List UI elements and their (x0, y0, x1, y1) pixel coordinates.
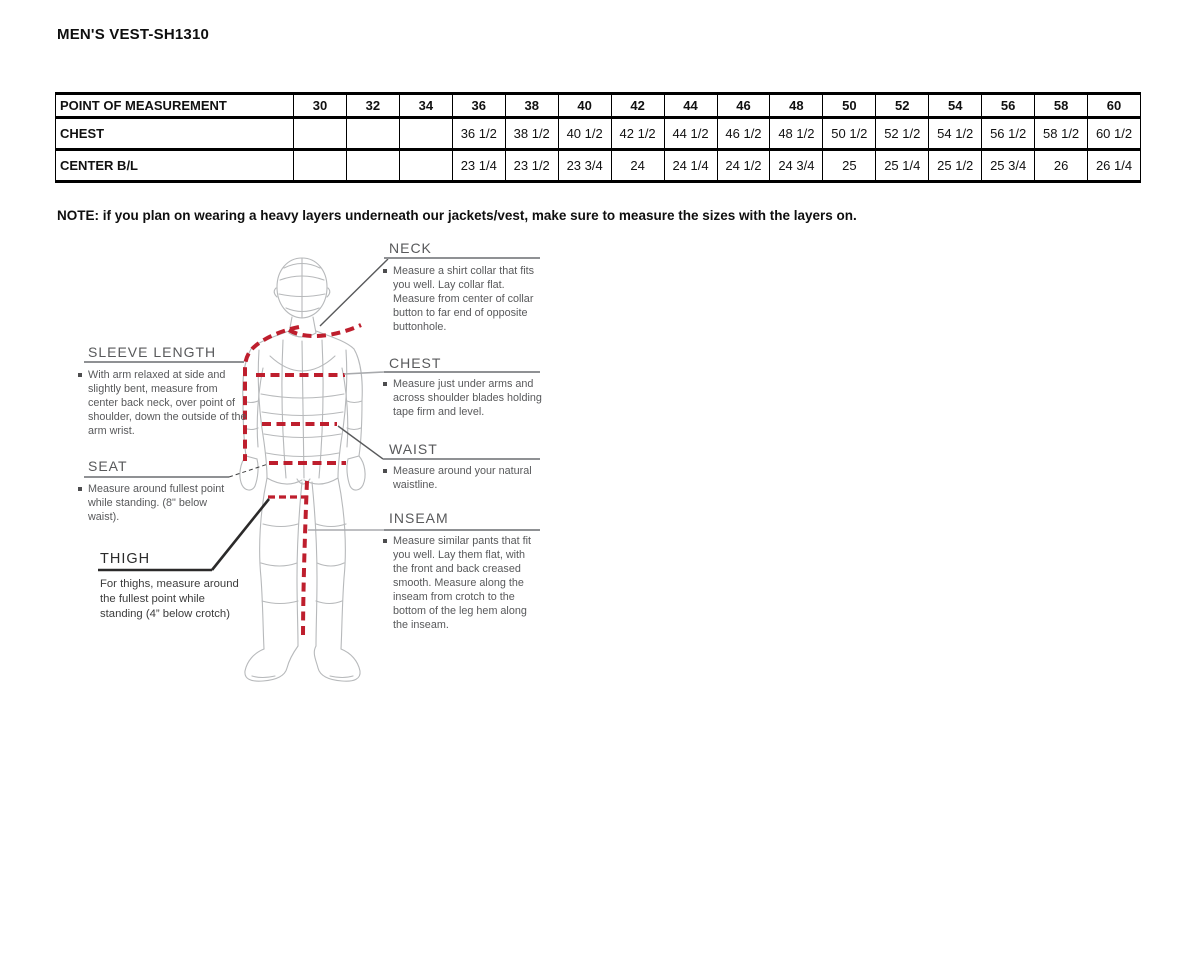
chest-description-text: Measure just under arms and across shoulder blades holding tape firm and level. (393, 378, 542, 418)
inseam-section-description (383, 534, 543, 632)
figure-wireframe (240, 258, 365, 681)
size-column-header: 36 (452, 94, 505, 118)
seat-section-title: SEAT (88, 458, 128, 474)
size-column-header: 48 (770, 94, 823, 118)
size-value-cell: 44 1/2 (664, 118, 717, 150)
size-value-cell: 25 (823, 150, 876, 182)
page-title: MEN'S VEST-SH1310 (57, 26, 210, 43)
size-value-cell (294, 118, 347, 150)
point-of-measurement-header: POINT OF MEASUREMENT (56, 94, 294, 118)
bullet-icon (383, 469, 387, 473)
waist-pointer-line (338, 426, 383, 459)
chest-pointer-line (344, 372, 384, 374)
size-column-header: 42 (611, 94, 664, 118)
size-value-cell: 23 1/2 (505, 150, 558, 182)
sleeve-length-section-title: SLEEVE LENGTH (88, 344, 217, 360)
size-value-cell (399, 150, 452, 182)
inseam-description-text: Measure similar pants that fit you well. Lay them flat, with the front and back creased smooth. Measure along the inseam from crotch to the bottom of the leg hem along the inseam. (393, 535, 532, 631)
bullet-icon (383, 269, 387, 273)
size-value-cell: 54 1/2 (929, 118, 982, 150)
size-value-cell: 40 1/2 (558, 118, 611, 150)
size-value-cell: 26 1/4 (1088, 150, 1141, 182)
size-value-cell (346, 118, 399, 150)
size-column-header: 58 (1035, 94, 1088, 118)
thigh-section-description (100, 577, 250, 622)
size-column-header: 46 (717, 94, 770, 118)
size-value-cell (346, 150, 399, 182)
size-value-cell (399, 118, 452, 150)
size-value-cell: 46 1/2 (717, 118, 770, 150)
table-row (56, 150, 1141, 182)
size-value-cell: 52 1/2 (876, 118, 929, 150)
size-table-header-row (56, 94, 1141, 118)
size-column-header: 60 (1088, 94, 1141, 118)
size-value-cell: 23 3/4 (558, 150, 611, 182)
chest-section-description (383, 377, 545, 419)
size-value-cell (294, 150, 347, 182)
size-column-header: 56 (982, 94, 1035, 118)
inseam-section-title: INSEAM (389, 510, 449, 526)
size-value-cell: 60 1/2 (1088, 118, 1141, 150)
neck-pointer-line (320, 259, 388, 326)
neck-section-description (383, 264, 541, 334)
size-value-cell: 56 1/2 (982, 118, 1035, 150)
size-value-cell: 24 3/4 (770, 150, 823, 182)
bullet-icon (78, 373, 82, 377)
sleeve-measure-line (245, 327, 299, 461)
waist-section-description (383, 464, 543, 492)
size-value-cell: 25 1/4 (876, 150, 929, 182)
size-value-cell: 24 1/4 (664, 150, 717, 182)
size-column-header: 32 (346, 94, 399, 118)
size-value-cell: 42 1/2 (611, 118, 664, 150)
bullet-icon (383, 539, 387, 543)
neck-section-title: NECK (389, 240, 432, 256)
note-text: NOTE: if you plan on wearing a heavy layers underneath our jackets/vest, make sure to measure the sizes with the layers on. (57, 208, 857, 223)
size-column-header: 40 (558, 94, 611, 118)
size-value-cell: 36 1/2 (452, 118, 505, 150)
size-value-cell: 23 1/4 (452, 150, 505, 182)
seat-description-text: Measure around fullest point while standing. (8" below waist). (88, 483, 225, 523)
size-column-header: 50 (823, 94, 876, 118)
size-column-header: 30 (294, 94, 347, 118)
thigh-section-title: THIGH (100, 551, 151, 567)
waist-section-title: WAIST (389, 441, 438, 457)
waist-description-text: Measure around your natural waistline. (393, 465, 532, 491)
size-table-container (55, 92, 1141, 183)
seat-section-description (78, 482, 228, 524)
thigh-description-text: For thighs, measure around the fullest point while standing (4” below crotch) (100, 578, 239, 620)
size-value-cell: 24 (611, 150, 664, 182)
size-column-header: 34 (399, 94, 452, 118)
size-table (55, 92, 1141, 183)
size-value-cell: 25 1/2 (929, 150, 982, 182)
size-value-cell: 25 3/4 (982, 150, 1035, 182)
size-column-header: 54 (929, 94, 982, 118)
row-label: CHEST (56, 118, 294, 150)
sleeve-length-section-description (78, 368, 250, 438)
chest-section-title: CHEST (389, 355, 442, 371)
neck-description-text: Measure a shirt collar that fits you well. Lay collar flat. Measure from center of collar button to far end of opposite buttonhole. (393, 265, 535, 333)
bullet-icon (78, 487, 82, 491)
neck-measure-line (289, 325, 361, 336)
seat-pointer-line (229, 464, 268, 477)
size-value-cell: 26 (1035, 150, 1088, 182)
size-column-header: 44 (664, 94, 717, 118)
inseam-measure-line (303, 481, 307, 640)
size-column-header: 38 (505, 94, 558, 118)
row-label: CENTER B/L (56, 150, 294, 182)
size-value-cell: 50 1/2 (823, 118, 876, 150)
size-column-header: 52 (876, 94, 929, 118)
table-row (56, 118, 1141, 150)
size-value-cell: 24 1/2 (717, 150, 770, 182)
bullet-icon (383, 382, 387, 386)
size-value-cell: 38 1/2 (505, 118, 558, 150)
size-value-cell: 48 1/2 (770, 118, 823, 150)
sleeve-length-description-text: With arm relaxed at side and slightly bent, measure from center back neck, over point of shoulder, down the outside of the arm wrist. (88, 369, 247, 437)
size-value-cell: 58 1/2 (1035, 118, 1088, 150)
